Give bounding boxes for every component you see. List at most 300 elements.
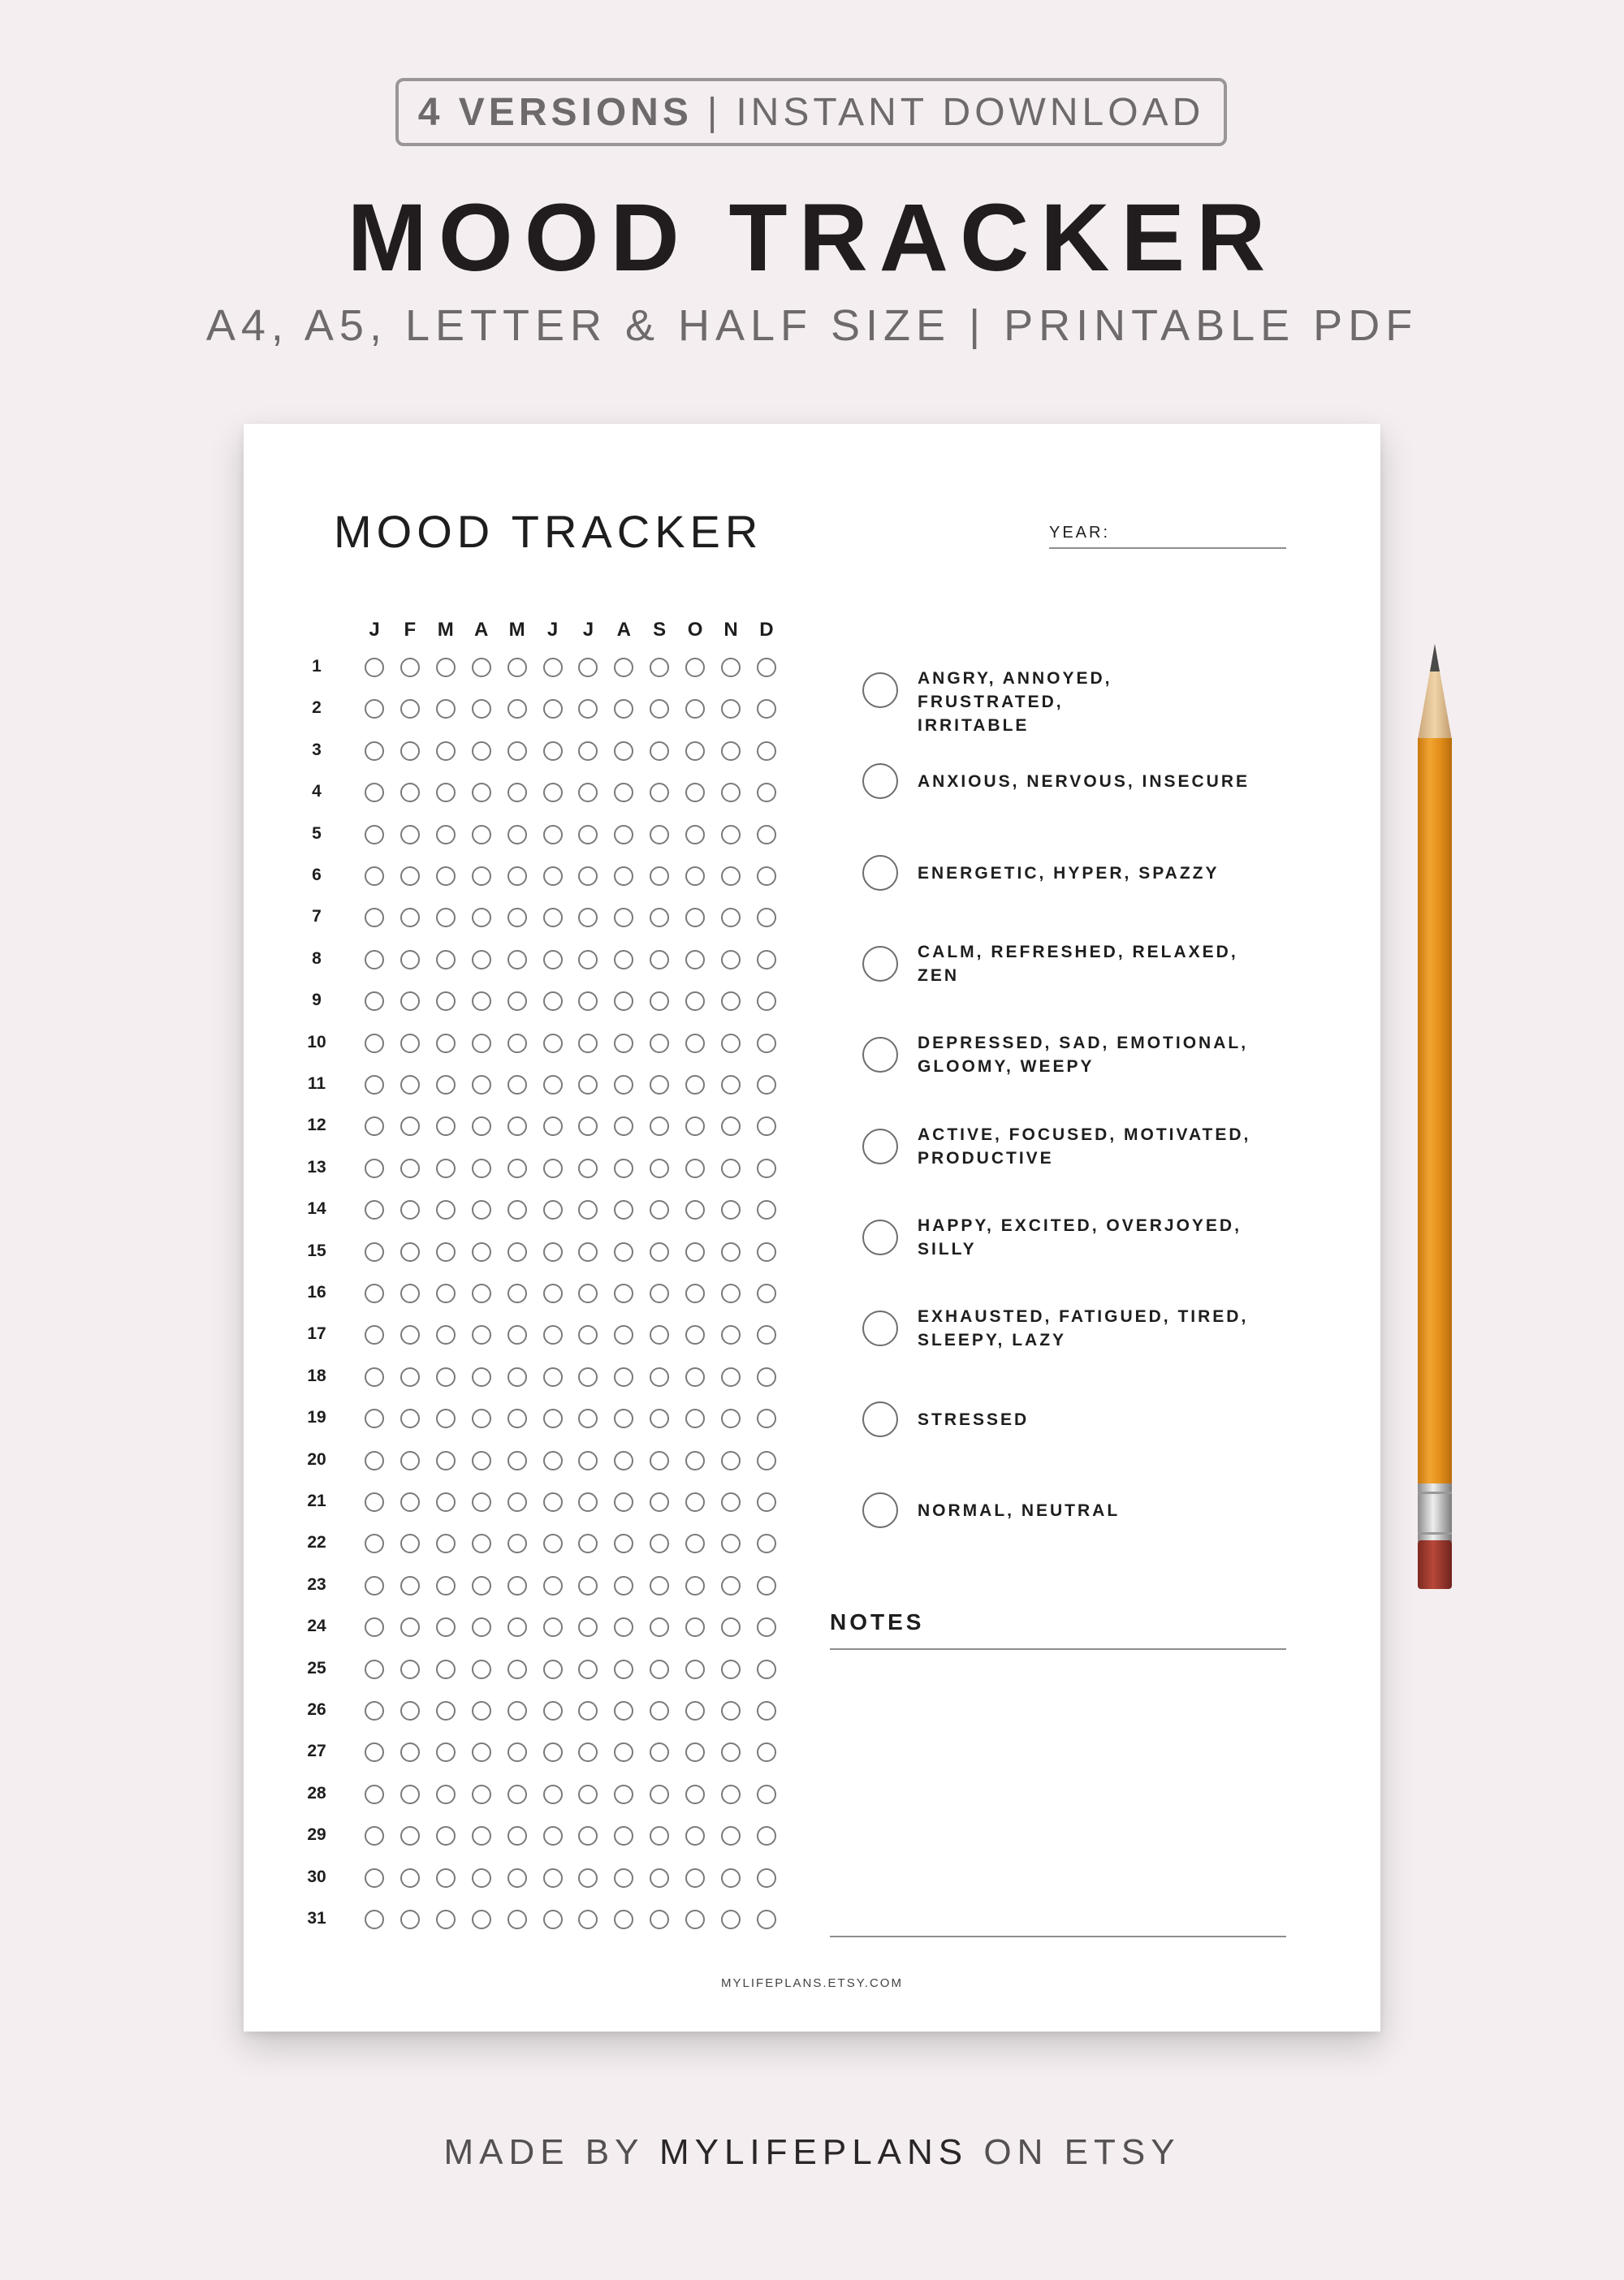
- day-circle[interactable]: [472, 1325, 491, 1345]
- day-circle[interactable]: [578, 783, 598, 802]
- mood-color-circle[interactable]: [862, 1129, 898, 1164]
- day-circle[interactable]: [365, 825, 384, 844]
- day-circle[interactable]: [685, 950, 705, 969]
- day-circle[interactable]: [365, 1367, 384, 1387]
- mood-color-circle[interactable]: [862, 763, 898, 799]
- day-circle[interactable]: [365, 1409, 384, 1428]
- day-circle[interactable]: [757, 1409, 776, 1428]
- day-circle[interactable]: [614, 908, 633, 927]
- day-circle[interactable]: [721, 1742, 741, 1762]
- day-circle[interactable]: [685, 825, 705, 844]
- day-circle[interactable]: [685, 1868, 705, 1888]
- day-circle[interactable]: [365, 1660, 384, 1679]
- day-circle[interactable]: [508, 1284, 527, 1303]
- day-circle[interactable]: [436, 1492, 456, 1512]
- day-circle[interactable]: [578, 1200, 598, 1220]
- day-circle[interactable]: [543, 991, 563, 1011]
- day-circle[interactable]: [650, 699, 669, 719]
- day-circle[interactable]: [650, 991, 669, 1011]
- day-circle[interactable]: [578, 1325, 598, 1345]
- day-circle[interactable]: [543, 1451, 563, 1470]
- day-circle[interactable]: [685, 741, 705, 761]
- day-circle[interactable]: [578, 1409, 598, 1428]
- day-circle[interactable]: [614, 1617, 633, 1637]
- day-circle[interactable]: [472, 1868, 491, 1888]
- day-circle[interactable]: [365, 1826, 384, 1846]
- day-circle[interactable]: [472, 1242, 491, 1262]
- day-circle[interactable]: [685, 1284, 705, 1303]
- day-circle[interactable]: [650, 950, 669, 969]
- day-circle[interactable]: [614, 1492, 633, 1512]
- day-circle[interactable]: [614, 1034, 633, 1053]
- day-circle[interactable]: [400, 1576, 420, 1596]
- day-circle[interactable]: [685, 1826, 705, 1846]
- day-circle[interactable]: [365, 783, 384, 802]
- day-circle[interactable]: [400, 1617, 420, 1637]
- day-circle[interactable]: [757, 825, 776, 844]
- day-circle[interactable]: [472, 1742, 491, 1762]
- day-circle[interactable]: [508, 1742, 527, 1762]
- day-circle[interactable]: [543, 1409, 563, 1428]
- day-circle[interactable]: [578, 866, 598, 886]
- day-circle[interactable]: [757, 658, 776, 677]
- day-circle[interactable]: [578, 1576, 598, 1596]
- day-circle[interactable]: [650, 1576, 669, 1596]
- day-circle[interactable]: [436, 1367, 456, 1387]
- day-circle[interactable]: [508, 1701, 527, 1721]
- day-circle[interactable]: [365, 950, 384, 969]
- day-circle[interactable]: [508, 1451, 527, 1470]
- mood-color-circle[interactable]: [862, 1311, 898, 1346]
- day-circle[interactable]: [650, 1409, 669, 1428]
- day-circle[interactable]: [757, 1534, 776, 1553]
- day-circle[interactable]: [685, 1242, 705, 1262]
- day-circle[interactable]: [436, 1242, 456, 1262]
- day-circle[interactable]: [436, 991, 456, 1011]
- day-circle[interactable]: [365, 1910, 384, 1929]
- day-circle[interactable]: [721, 658, 741, 677]
- day-circle[interactable]: [508, 1200, 527, 1220]
- day-circle[interactable]: [508, 825, 527, 844]
- day-circle[interactable]: [614, 1451, 633, 1470]
- day-circle[interactable]: [472, 1034, 491, 1053]
- day-circle[interactable]: [508, 1034, 527, 1053]
- day-circle[interactable]: [508, 1785, 527, 1804]
- day-circle[interactable]: [757, 1701, 776, 1721]
- day-circle[interactable]: [400, 1284, 420, 1303]
- day-circle[interactable]: [721, 783, 741, 802]
- day-circle[interactable]: [578, 1367, 598, 1387]
- mood-color-circle[interactable]: [862, 946, 898, 982]
- day-circle[interactable]: [650, 1534, 669, 1553]
- day-circle[interactable]: [757, 741, 776, 761]
- day-circle[interactable]: [400, 1534, 420, 1553]
- day-circle[interactable]: [614, 1159, 633, 1178]
- day-circle[interactable]: [757, 699, 776, 719]
- day-circle[interactable]: [721, 1701, 741, 1721]
- day-circle[interactable]: [472, 1701, 491, 1721]
- day-circle[interactable]: [436, 950, 456, 969]
- day-circle[interactable]: [578, 1075, 598, 1095]
- day-circle[interactable]: [650, 1367, 669, 1387]
- day-circle[interactable]: [757, 1200, 776, 1220]
- day-circle[interactable]: [578, 1284, 598, 1303]
- day-circle[interactable]: [472, 699, 491, 719]
- day-circle[interactable]: [436, 1200, 456, 1220]
- day-circle[interactable]: [543, 1284, 563, 1303]
- day-circle[interactable]: [757, 1367, 776, 1387]
- day-circle[interactable]: [508, 1325, 527, 1345]
- day-circle[interactable]: [472, 1409, 491, 1428]
- day-circle[interactable]: [614, 1910, 633, 1929]
- day-circle[interactable]: [721, 1075, 741, 1095]
- day-circle[interactable]: [365, 991, 384, 1011]
- day-circle[interactable]: [721, 741, 741, 761]
- day-circle[interactable]: [685, 1785, 705, 1804]
- day-circle[interactable]: [578, 1451, 598, 1470]
- day-circle[interactable]: [400, 1116, 420, 1136]
- day-circle[interactable]: [650, 1660, 669, 1679]
- day-circle[interactable]: [436, 1325, 456, 1345]
- day-circle[interactable]: [650, 1116, 669, 1136]
- day-circle[interactable]: [508, 1409, 527, 1428]
- day-circle[interactable]: [614, 1826, 633, 1846]
- day-circle[interactable]: [614, 658, 633, 677]
- day-circle[interactable]: [614, 950, 633, 969]
- day-circle[interactable]: [400, 1075, 420, 1095]
- day-circle[interactable]: [436, 783, 456, 802]
- day-circle[interactable]: [721, 1242, 741, 1262]
- day-circle[interactable]: [365, 1742, 384, 1762]
- day-circle[interactable]: [472, 825, 491, 844]
- day-circle[interactable]: [508, 1159, 527, 1178]
- day-circle[interactable]: [757, 950, 776, 969]
- day-circle[interactable]: [436, 866, 456, 886]
- day-circle[interactable]: [436, 1785, 456, 1804]
- day-circle[interactable]: [436, 908, 456, 927]
- day-circle[interactable]: [508, 1075, 527, 1095]
- day-circle[interactable]: [650, 1200, 669, 1220]
- day-circle[interactable]: [508, 1910, 527, 1929]
- day-circle[interactable]: [614, 1701, 633, 1721]
- day-circle[interactable]: [543, 783, 563, 802]
- day-circle[interactable]: [365, 1534, 384, 1553]
- mood-color-circle[interactable]: [862, 1492, 898, 1528]
- day-circle[interactable]: [400, 1367, 420, 1387]
- day-circle[interactable]: [400, 1785, 420, 1804]
- day-circle[interactable]: [650, 741, 669, 761]
- day-circle[interactable]: [757, 1159, 776, 1178]
- day-circle[interactable]: [614, 1284, 633, 1303]
- day-circle[interactable]: [578, 1868, 598, 1888]
- day-circle[interactable]: [685, 1617, 705, 1637]
- day-circle[interactable]: [436, 1159, 456, 1178]
- day-circle[interactable]: [365, 1284, 384, 1303]
- day-circle[interactable]: [578, 658, 598, 677]
- day-circle[interactable]: [365, 1576, 384, 1596]
- day-circle[interactable]: [650, 908, 669, 927]
- day-circle[interactable]: [685, 991, 705, 1011]
- day-circle[interactable]: [685, 1075, 705, 1095]
- day-circle[interactable]: [614, 1409, 633, 1428]
- day-circle[interactable]: [721, 1492, 741, 1512]
- day-circle[interactable]: [543, 1576, 563, 1596]
- day-circle[interactable]: [508, 1116, 527, 1136]
- day-circle[interactable]: [721, 1785, 741, 1804]
- day-circle[interactable]: [685, 1200, 705, 1220]
- day-circle[interactable]: [578, 825, 598, 844]
- day-circle[interactable]: [472, 1826, 491, 1846]
- day-circle[interactable]: [508, 1868, 527, 1888]
- day-circle[interactable]: [721, 1200, 741, 1220]
- day-circle[interactable]: [508, 866, 527, 886]
- day-circle[interactable]: [400, 1451, 420, 1470]
- day-circle[interactable]: [578, 1785, 598, 1804]
- day-circle[interactable]: [436, 1868, 456, 1888]
- day-circle[interactable]: [757, 1576, 776, 1596]
- day-circle[interactable]: [472, 1116, 491, 1136]
- day-circle[interactable]: [365, 1242, 384, 1262]
- day-circle[interactable]: [508, 950, 527, 969]
- day-circle[interactable]: [365, 1617, 384, 1637]
- day-circle[interactable]: [400, 1910, 420, 1929]
- day-circle[interactable]: [365, 1075, 384, 1095]
- day-circle[interactable]: [578, 1617, 598, 1637]
- day-circle[interactable]: [721, 1617, 741, 1637]
- day-circle[interactable]: [614, 1367, 633, 1387]
- day-circle[interactable]: [721, 908, 741, 927]
- day-circle[interactable]: [614, 1660, 633, 1679]
- day-circle[interactable]: [508, 1492, 527, 1512]
- day-circle[interactable]: [578, 1159, 598, 1178]
- day-circle[interactable]: [472, 908, 491, 927]
- day-circle[interactable]: [400, 1409, 420, 1428]
- day-circle[interactable]: [543, 866, 563, 886]
- day-circle[interactable]: [400, 1701, 420, 1721]
- day-circle[interactable]: [400, 825, 420, 844]
- mood-color-circle[interactable]: [862, 1037, 898, 1073]
- day-circle[interactable]: [436, 1660, 456, 1679]
- day-circle[interactable]: [543, 1492, 563, 1512]
- day-circle[interactable]: [685, 1701, 705, 1721]
- day-circle[interactable]: [650, 1034, 669, 1053]
- day-circle[interactable]: [472, 658, 491, 677]
- day-circle[interactable]: [757, 866, 776, 886]
- day-circle[interactable]: [650, 1242, 669, 1262]
- day-circle[interactable]: [436, 658, 456, 677]
- day-circle[interactable]: [508, 741, 527, 761]
- day-circle[interactable]: [436, 1742, 456, 1762]
- day-circle[interactable]: [472, 1159, 491, 1178]
- day-circle[interactable]: [436, 1617, 456, 1637]
- day-circle[interactable]: [543, 908, 563, 927]
- day-circle[interactable]: [614, 699, 633, 719]
- mood-color-circle[interactable]: [862, 672, 898, 708]
- day-circle[interactable]: [365, 866, 384, 886]
- day-circle[interactable]: [614, 1534, 633, 1553]
- day-circle[interactable]: [578, 1660, 598, 1679]
- day-circle[interactable]: [650, 1701, 669, 1721]
- day-circle[interactable]: [472, 1534, 491, 1553]
- day-circle[interactable]: [436, 825, 456, 844]
- day-circle[interactable]: [508, 1534, 527, 1553]
- day-circle[interactable]: [365, 699, 384, 719]
- day-circle[interactable]: [508, 1617, 527, 1637]
- day-circle[interactable]: [650, 1492, 669, 1512]
- day-circle[interactable]: [578, 1034, 598, 1053]
- day-circle[interactable]: [757, 1660, 776, 1679]
- day-circle[interactable]: [472, 1617, 491, 1637]
- day-circle[interactable]: [508, 991, 527, 1011]
- day-circle[interactable]: [400, 658, 420, 677]
- day-circle[interactable]: [543, 1367, 563, 1387]
- day-circle[interactable]: [365, 1701, 384, 1721]
- day-circle[interactable]: [543, 1660, 563, 1679]
- day-circle[interactable]: [400, 1826, 420, 1846]
- day-circle[interactable]: [436, 1116, 456, 1136]
- day-circle[interactable]: [543, 1534, 563, 1553]
- day-circle[interactable]: [721, 1116, 741, 1136]
- day-circle[interactable]: [614, 1868, 633, 1888]
- day-circle[interactable]: [650, 1075, 669, 1095]
- day-circle[interactable]: [614, 1576, 633, 1596]
- day-circle[interactable]: [650, 825, 669, 844]
- day-circle[interactable]: [578, 1826, 598, 1846]
- day-circle[interactable]: [757, 1075, 776, 1095]
- day-circle[interactable]: [400, 866, 420, 886]
- day-circle[interactable]: [436, 741, 456, 761]
- day-circle[interactable]: [757, 1242, 776, 1262]
- day-circle[interactable]: [650, 1826, 669, 1846]
- day-circle[interactable]: [721, 1868, 741, 1888]
- day-circle[interactable]: [543, 1034, 563, 1053]
- day-circle[interactable]: [650, 1284, 669, 1303]
- day-circle[interactable]: [685, 866, 705, 886]
- day-circle[interactable]: [472, 1576, 491, 1596]
- day-circle[interactable]: [685, 1451, 705, 1470]
- day-circle[interactable]: [436, 1075, 456, 1095]
- day-circle[interactable]: [721, 1534, 741, 1553]
- day-circle[interactable]: [400, 991, 420, 1011]
- day-circle[interactable]: [614, 783, 633, 802]
- day-circle[interactable]: [721, 991, 741, 1011]
- day-circle[interactable]: [472, 783, 491, 802]
- day-circle[interactable]: [472, 1660, 491, 1679]
- day-circle[interactable]: [365, 1034, 384, 1053]
- day-circle[interactable]: [436, 1910, 456, 1929]
- day-circle[interactable]: [650, 1868, 669, 1888]
- day-circle[interactable]: [543, 1075, 563, 1095]
- day-circle[interactable]: [757, 908, 776, 927]
- day-circle[interactable]: [508, 908, 527, 927]
- day-circle[interactable]: [543, 1826, 563, 1846]
- day-circle[interactable]: [650, 783, 669, 802]
- day-circle[interactable]: [757, 1868, 776, 1888]
- day-circle[interactable]: [436, 1451, 456, 1470]
- day-circle[interactable]: [721, 1325, 741, 1345]
- day-circle[interactable]: [757, 1785, 776, 1804]
- day-circle[interactable]: [614, 741, 633, 761]
- day-circle[interactable]: [543, 1159, 563, 1178]
- day-circle[interactable]: [400, 1325, 420, 1345]
- mood-color-circle[interactable]: [862, 855, 898, 891]
- day-circle[interactable]: [400, 1660, 420, 1679]
- day-circle[interactable]: [685, 1534, 705, 1553]
- day-circle[interactable]: [721, 1284, 741, 1303]
- day-circle[interactable]: [508, 1242, 527, 1262]
- day-circle[interactable]: [543, 950, 563, 969]
- day-circle[interactable]: [578, 1742, 598, 1762]
- day-circle[interactable]: [721, 699, 741, 719]
- day-circle[interactable]: [614, 991, 633, 1011]
- day-circle[interactable]: [721, 1826, 741, 1846]
- day-circle[interactable]: [400, 1034, 420, 1053]
- day-circle[interactable]: [472, 1492, 491, 1512]
- day-circle[interactable]: [650, 1785, 669, 1804]
- day-circle[interactable]: [757, 1325, 776, 1345]
- day-circle[interactable]: [400, 1742, 420, 1762]
- day-circle[interactable]: [472, 1075, 491, 1095]
- day-circle[interactable]: [721, 1367, 741, 1387]
- day-circle[interactable]: [578, 1910, 598, 1929]
- day-circle[interactable]: [685, 1159, 705, 1178]
- day-circle[interactable]: [365, 1200, 384, 1220]
- day-circle[interactable]: [614, 1742, 633, 1762]
- day-circle[interactable]: [614, 825, 633, 844]
- day-circle[interactable]: [400, 741, 420, 761]
- day-circle[interactable]: [543, 1200, 563, 1220]
- day-circle[interactable]: [472, 741, 491, 761]
- day-circle[interactable]: [650, 1451, 669, 1470]
- day-circle[interactable]: [685, 1116, 705, 1136]
- day-circle[interactable]: [757, 991, 776, 1011]
- day-circle[interactable]: [365, 1116, 384, 1136]
- day-circle[interactable]: [721, 1034, 741, 1053]
- day-circle[interactable]: [685, 699, 705, 719]
- mood-color-circle[interactable]: [862, 1401, 898, 1437]
- day-circle[interactable]: [650, 1910, 669, 1929]
- day-circle[interactable]: [721, 950, 741, 969]
- day-circle[interactable]: [578, 1242, 598, 1262]
- day-circle[interactable]: [365, 741, 384, 761]
- day-circle[interactable]: [685, 1409, 705, 1428]
- day-circle[interactable]: [436, 1826, 456, 1846]
- day-circle[interactable]: [650, 1742, 669, 1762]
- day-circle[interactable]: [650, 658, 669, 677]
- day-circle[interactable]: [578, 908, 598, 927]
- day-circle[interactable]: [472, 866, 491, 886]
- day-circle[interactable]: [685, 908, 705, 927]
- day-circle[interactable]: [543, 1617, 563, 1637]
- day-circle[interactable]: [365, 1159, 384, 1178]
- day-circle[interactable]: [614, 866, 633, 886]
- day-circle[interactable]: [685, 1367, 705, 1387]
- day-circle[interactable]: [614, 1242, 633, 1262]
- day-circle[interactable]: [757, 1826, 776, 1846]
- day-circle[interactable]: [400, 1242, 420, 1262]
- day-circle[interactable]: [614, 1785, 633, 1804]
- day-circle[interactable]: [436, 1409, 456, 1428]
- day-circle[interactable]: [685, 1910, 705, 1929]
- day-circle[interactable]: [436, 1534, 456, 1553]
- day-circle[interactable]: [365, 1451, 384, 1470]
- day-circle[interactable]: [365, 1868, 384, 1888]
- day-circle[interactable]: [543, 825, 563, 844]
- day-circle[interactable]: [721, 825, 741, 844]
- day-circle[interactable]: [543, 658, 563, 677]
- day-circle[interactable]: [721, 1409, 741, 1428]
- day-circle[interactable]: [650, 1325, 669, 1345]
